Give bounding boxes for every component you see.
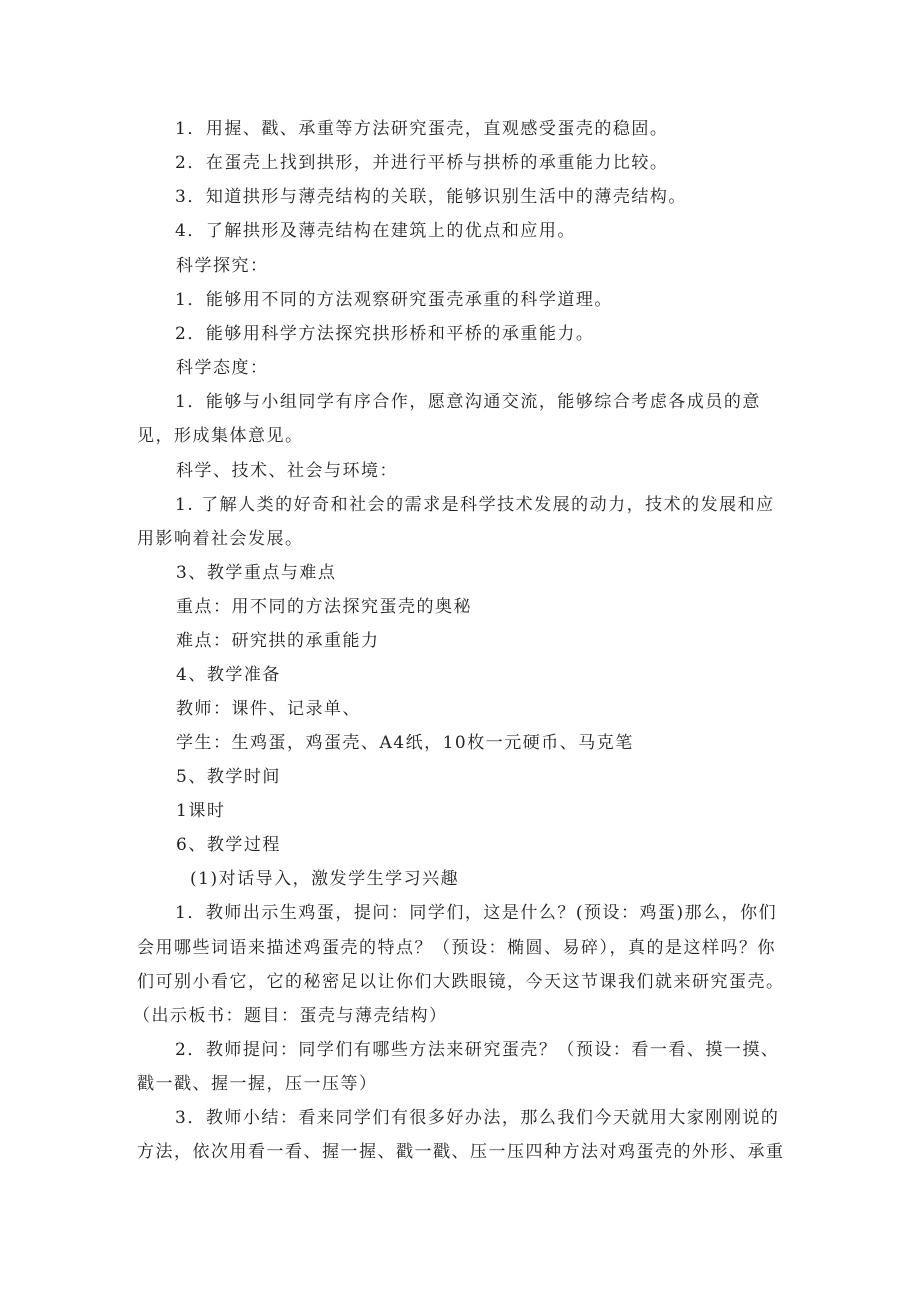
stse-1-cont: 用影响着社会发展。 [137,529,304,549]
section-heading-attitude: 科学态度： [176,358,269,378]
heading-time: 5、教学时间 [176,767,281,787]
attitude-1-cont: 见，形成集体意见。 [137,426,304,446]
stse-1: 1. 了解人类的好奇和社会的需求是科学技术发展的动力，技术的发展和应 [175,495,775,515]
section-heading-stse: 科学、技术、社会与环境： [176,461,398,481]
time-value: 1课时 [176,801,226,821]
section-heading-inquiry: 科学探究： [176,256,269,276]
process-para-2: 2．教师提问：同学们有哪些方法来研究蛋壳？（预设：看一看、摸一摸、 [175,1040,780,1060]
teacher-materials: 教师：课件、记录单、 [176,699,361,719]
inquiry-2: 2．能够用科学方法探究拱形桥和平桥的承重能力。 [175,324,595,344]
key-point: 重点：用不同的方法探究蛋壳的奥秘 [176,597,472,617]
process-para-1: 1．教师出示生鸡蛋，提问：同学们，这是什么？(预设：鸡蛋)那么，你们 [175,903,778,923]
difficult-point: 难点：研究拱的承重能力 [176,631,380,651]
process-para-1-cont-3: （出示板书：题目：蛋壳与薄壳结构） [133,1006,448,1026]
process-para-2-cont: 戳一戳、握一握，压一压等） [137,1074,378,1094]
process-para-3: 3．教师小结：看来同学们有很多好办法，那么我们今天就用大家刚刚说的 [175,1108,780,1128]
process-step-1-title: (1)对话导入，激发学生学习兴趣 [190,869,460,889]
heading-key-points: 3、教学重点与难点 [176,563,337,583]
objective-4: 4．了解拱形及薄壳结构在建筑上的优点和应用。 [175,221,576,241]
process-para-1-cont-1: 会用哪些词语来描述鸡蛋壳的特点？（预设：椭圆、易碎），真的是这样吗？你 [137,938,776,958]
heading-process: 6、教学过程 [176,835,281,855]
inquiry-1: 1．能够用不同的方法观察研究蛋壳承重的科学道理。 [175,290,613,310]
heading-preparation: 4、教学准备 [176,665,281,685]
attitude-1: 1．能够与小组同学有序合作，愿意沟通交流，能够综合考虑各成员的意 [175,392,761,412]
process-para-1-cont-2: 们可别小看它，它的秘密足以让你们大跌眼镜，今天这节课我们就来研究蛋壳。 [137,972,785,992]
objective-1: 1．用握、戳、承重等方法研究蛋壳，直观感受蛋壳的稳固。 [175,119,669,139]
objective-2: 2．在蛋壳上找到拱形，并进行平桥与拱桥的承重能力比较。 [175,153,669,173]
student-materials: 学生：生鸡蛋，鸡蛋壳、A4纸，10枚一元硬币、马克笔 [176,733,634,753]
process-para-3-cont: 方法，依次用看一看、握一握、戳一戳、压一压四种方法对鸡蛋壳的外形、承重 [137,1142,785,1162]
objective-3: 3．知道拱形与薄壳结构的关联，能够识别生活中的薄壳结构。 [175,187,687,207]
